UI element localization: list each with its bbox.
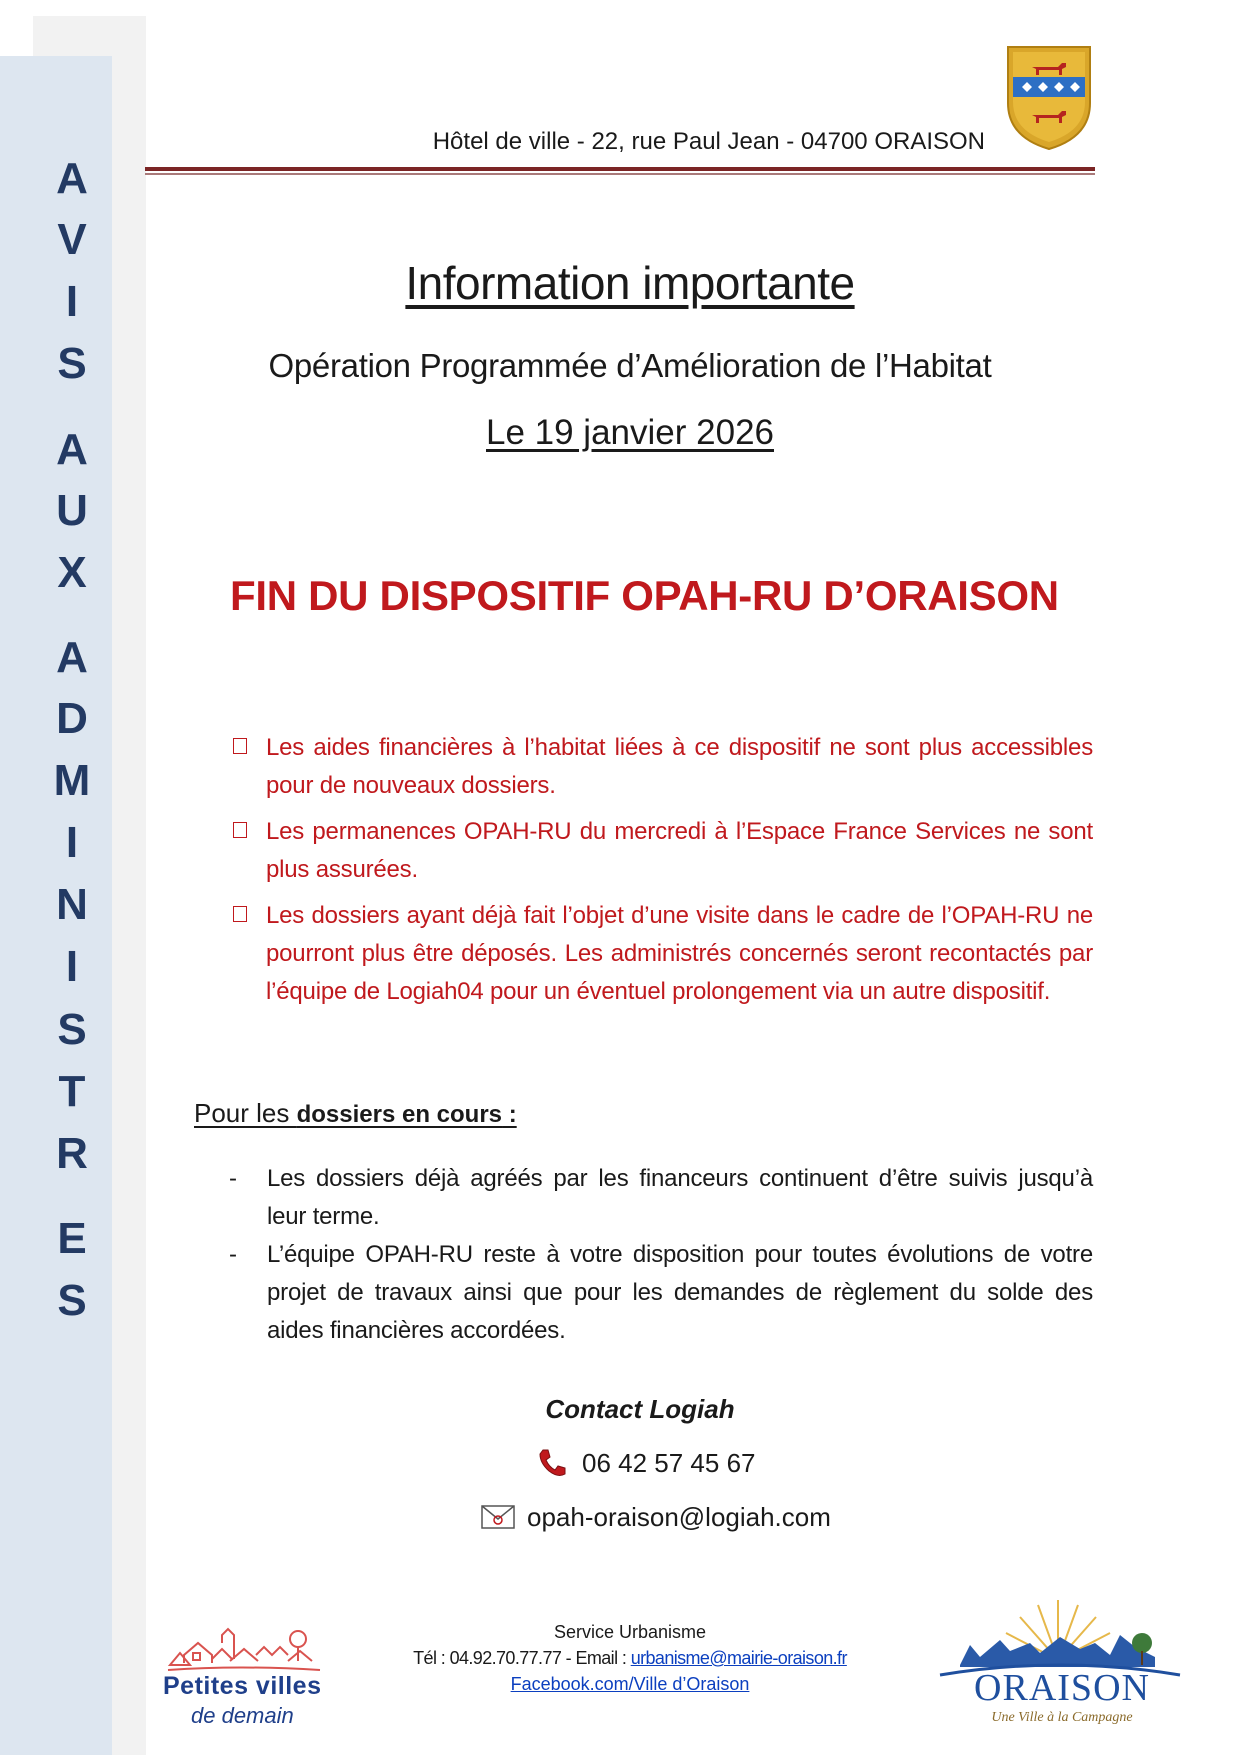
coat-of-arms-icon — [1004, 45, 1094, 151]
oraison-tagline: Une Ville à la Campagne — [991, 1710, 1133, 1725]
sidebar-letter: N — [56, 880, 88, 929]
envelope-icon — [481, 1505, 515, 1529]
list-item-text: Les dossiers déjà agréés par les financeurs continuent d’être suivis jusqu’à leur terme. — [267, 1165, 1093, 1230]
heading-prefix: Pour les — [194, 1098, 297, 1128]
sidebar-letter: X — [57, 548, 87, 597]
contact-phone — [536, 1446, 756, 1480]
sidebar-letter: U — [56, 486, 88, 535]
ongoing-files-heading — [194, 1098, 517, 1129]
oraison-wordmark: ORAISON — [974, 1667, 1150, 1709]
dash-bullet: - — [229, 1165, 237, 1192]
sidebar-letter: E — [57, 1214, 87, 1263]
service-phone: Tél : 04.92.70.77.77 - Email : — [413, 1648, 631, 1668]
list-item — [229, 1160, 1093, 1236]
email-address[interactable]: opah-oraison@logiah.com — [527, 1501, 831, 1532]
list-item — [229, 1236, 1093, 1350]
sidebar-letter: I — [65, 277, 79, 326]
header-rule-thin — [145, 173, 1095, 175]
sidebar-letter: I — [65, 942, 79, 991]
heading-suffix: : — [502, 1101, 517, 1128]
service-email-link[interactable]: urbanisme@mairie-oraison.fr — [630, 1648, 847, 1668]
checkbox-bullet-icon — [233, 906, 247, 922]
checkbox-bullet-icon — [233, 738, 247, 754]
ongoing-files-list — [229, 1160, 1093, 1350]
facebook-link[interactable]: Facebook.com/Ville d’Oraison — [510, 1674, 750, 1694]
dash-bullet: - — [229, 1241, 237, 1268]
heading-bold: dossiers en cours — [296, 1101, 503, 1128]
checkbox-bullet-icon — [233, 822, 247, 838]
list-item-text: Les aides financières à l’habitat liées à ce dispositif ne sont plus accessibles pour de nouveaux dossiers. — [266, 734, 1093, 799]
sidebar-letter: A — [56, 633, 88, 682]
service-contact-line — [380, 1645, 880, 1671]
list-item — [231, 729, 1093, 805]
list-item-text: L’équipe OPAH-RU reste à votre disposition pour toutes évolutions de votre projet de travaux ainsi que pour les demandes de règlement du solde des aides financières accordées. — [267, 1241, 1093, 1344]
sidebar-letter: A — [56, 425, 88, 474]
sidebar-letter: I — [65, 818, 79, 867]
sidebar-letter: R — [56, 1129, 88, 1178]
sidebar-letter: V — [57, 215, 87, 264]
service-name: Service Urbanisme — [553, 1622, 707, 1642]
town-hall-address: Hôtel de ville - 22, rue Paul Jean - 04700 ORAISON — [432, 128, 985, 155]
phone-number[interactable]: 06 42 57 45 67 — [582, 1447, 756, 1478]
contact-title: Contact Logiah — [545, 1394, 735, 1424]
notice-date: Le 19 janvier 2026 — [486, 413, 774, 452]
list-item — [231, 813, 1093, 889]
footer-service — [380, 1619, 880, 1697]
list-item — [231, 897, 1093, 1011]
sidebar-letter: D — [56, 694, 88, 743]
contact-email — [481, 1500, 831, 1534]
sidebar-letter: M — [53, 756, 91, 805]
list-item-text: Les permanences OPAH-RU du mercredi à l’Espace France Services ne sont plus assurées. — [266, 818, 1093, 883]
sidebar-letter: T — [58, 1067, 86, 1116]
sidebar-letter: A — [56, 154, 88, 203]
page-title: Information importante — [405, 257, 855, 309]
sidebar-vertical-title — [0, 0, 146, 1755]
list-item-text: Les dossiers ayant déjà fait l’objet d’une visite dans le cadre de l’OPAH-RU ne pourront plus être déposés. Les administrés concernés seront recontactés par l’équipe de Logiah04 pour un éventuel prolongement via un autre dispositif. — [266, 902, 1093, 1005]
announcement-list — [231, 729, 1093, 1019]
header-rule — [145, 167, 1095, 171]
sidebar-letter: S — [57, 1005, 87, 1054]
petites-villes-subtitle: de demain — [191, 1703, 294, 1728]
petites-villes-title: Petites villes — [163, 1672, 322, 1700]
sidebar-letter: S — [57, 339, 87, 388]
sidebar-letter: S — [57, 1276, 87, 1325]
page-subtitle: Opération Programmée d’Amélioration de l’Habitat — [268, 347, 992, 384]
phone-icon — [536, 1447, 568, 1479]
headline: FIN DU DISPOSITIF OPAH-RU D’ORAISON — [230, 572, 1059, 619]
